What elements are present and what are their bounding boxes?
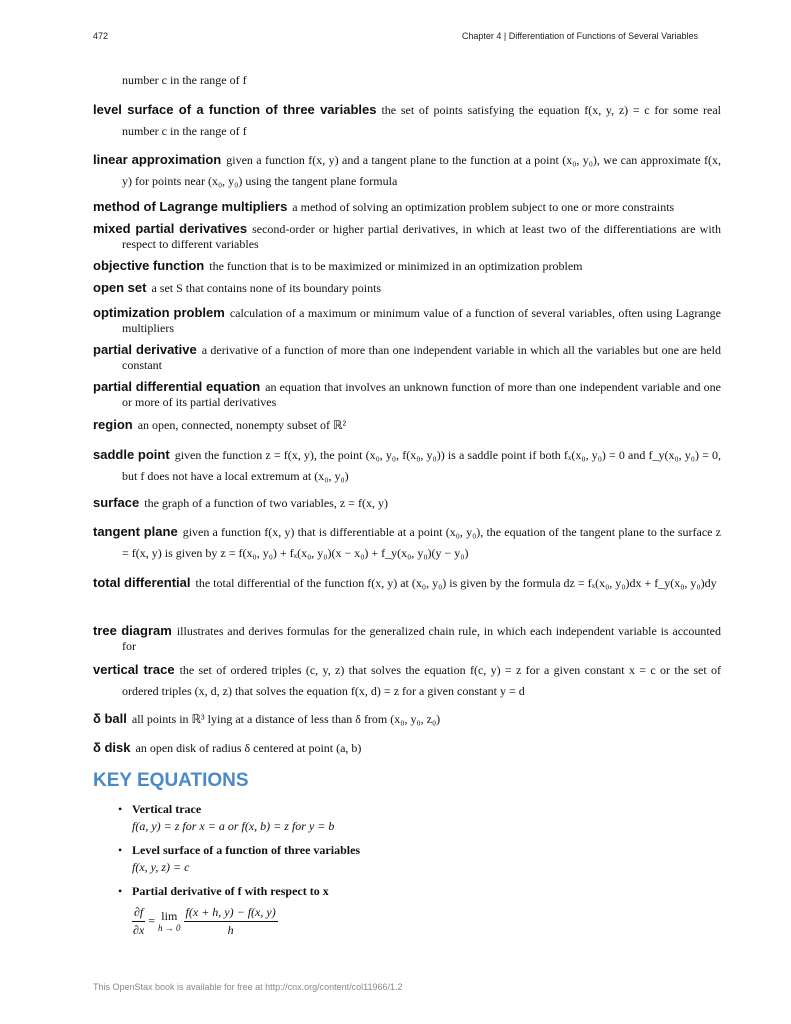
- glossary-definition: the graph of a function of two variables, z = f(x, y): [144, 496, 388, 510]
- glossary-definition: a method of solving an optimization problem subject to one or more constraints: [292, 200, 675, 214]
- rhs-numerator: f(x + h, y) − f(x, y): [184, 904, 278, 922]
- glossary-entry: [93, 258, 721, 274]
- glossary-entry: [93, 417, 721, 433]
- page-number: 472: [93, 31, 109, 41]
- glossary-term: surface: [93, 495, 140, 510]
- glossary-definition: calculation of a maximum or minimum value of a function of several variables, often using Lagrange multipliers: [122, 306, 722, 335]
- glossary-term: vertical trace: [93, 662, 175, 677]
- equation-label: Vertical trace: [132, 802, 202, 816]
- glossary-entry: [93, 495, 721, 511]
- glossary-definition: a derivative of a function of more than one independent variable in which all the variables but one are held constant: [122, 343, 722, 372]
- rhs-denominator: h: [227, 923, 234, 937]
- glossary-entry: [93, 305, 721, 336]
- glossary-entry: [93, 280, 721, 296]
- key-equations-heading: KEY EQUATIONS: [93, 770, 249, 791]
- equation-label: Level surface of a function of three variables: [132, 843, 361, 857]
- glossary-entry: [93, 342, 721, 373]
- glossary-definition: the function that is to be maximized or minimized in an optimization problem: [209, 259, 583, 273]
- glossary-term: linear approximation: [93, 152, 222, 167]
- glossary-definition: the set of points satisfying the equation f(x, y, z) = c for some real number c in the range of f: [122, 103, 721, 138]
- limit-label: lim: [161, 908, 178, 923]
- glossary-entry: [93, 573, 721, 594]
- glossary-definition: illustrates and derives formulas for the generalized chain rule, in which each independent variable is accounted for: [122, 624, 721, 653]
- equation-formula: f(a, y) = z for x = a or f(x, b) = z for y = b: [132, 819, 335, 833]
- glossary-definition: given a function f(x, y) that is differentiable at a point (x₀, y₀), the equation of the tangent plane to the surface z = f(x, y) is given by z = f(x₀, y₀) + fₓ(x₀, y₀)(x − x₀) + f_y(x₀, y₀)(y − y₀): [122, 525, 722, 560]
- glossary-term: tree diagram: [93, 623, 172, 638]
- glossary-term: level surface of a function of three variables: [93, 102, 377, 117]
- glossary-definition: a set S that contains none of its boundary points: [151, 281, 382, 295]
- glossary-term: mixed partial derivatives: [93, 221, 248, 236]
- equation-formula: f(x, y, z) = c: [132, 860, 190, 874]
- glossary-definition: given the function z = f(x, y), the point (x₀, y₀, f(x₀, y₀)) is a saddle point if both fₓ(x₀, y₀) = 0 and f_y(x₀, y₀) = 0, but f does not have a local extremum at (x₀, y₀): [122, 448, 722, 483]
- glossary-entry: [93, 740, 721, 756]
- glossary-entry: [93, 199, 721, 215]
- lhs-numerator: ∂f: [132, 904, 145, 922]
- lhs-denominator: ∂x: [133, 923, 145, 937]
- glossary-definition: an open, connected, nonempty subset of ℝ²: [137, 418, 347, 432]
- glossary-definition: an equation that involves an unknown function of more than one independent variable and one or more of its partial derivatives: [122, 380, 721, 409]
- glossary-term: saddle point: [93, 447, 170, 462]
- equation-formula: [132, 904, 329, 939]
- glossary-term: optimization problem: [93, 305, 225, 320]
- glossary-definition: given a function f(x, y) and a tangent plane to the function at a point (x₀, y₀), we can approximate f(x, y) for points near (x₀, y₀) using the tangent plane formula: [122, 153, 721, 188]
- glossary-entry: [93, 711, 721, 727]
- glossary-term: δ ball: [93, 711, 127, 726]
- key-equation-vertical-trace: • Vertical trace f(a, y) = z for x = a or f(x, b) = z for y = b: [118, 802, 335, 833]
- glossary-definition: all points in ℝ³ lying at a distance of less than δ from (x₀, y₀, z₀): [131, 712, 441, 726]
- glossary-entry: [93, 221, 721, 252]
- glossary-entry: [93, 100, 721, 142]
- glossary-term: objective function: [93, 258, 205, 273]
- glossary-entry: [93, 445, 721, 487]
- glossary-entry: [93, 150, 721, 192]
- glossary-definition: number c in the range of f: [122, 73, 247, 87]
- key-equation-partial-derivative: • Partial derivative of f with respect to x $\frac{\partial f}{\partial x}$ = lim h → 0 $\frac{f(x + h, y) - f(x, y)}{h}$: [118, 884, 329, 937]
- equation-label: Partial derivative of f with respect to x: [132, 884, 329, 898]
- glossary-term: partial differential equation: [93, 379, 261, 394]
- glossary-term: δ disk: [93, 740, 131, 755]
- glossary-definition: the total differential of the function f(x, y) at (x₀, y₀) is given by the formula dz = fₓ(x₀, y₀)dx + f_y(x₀, y₀)dy: [195, 576, 717, 590]
- glossary-definition: second-order or higher partial derivatives, in which at least two of the differentiations are with respect to different variables: [122, 222, 721, 251]
- glossary-entry: [93, 73, 721, 88]
- chapter-title: Chapter 4 | Differentiation of Functions of Several Variables: [461, 31, 698, 41]
- equals-sign: =: [148, 913, 156, 928]
- footer-note: This OpenStax book is available for free at http://cnx.org/content/col11966/1.2: [93, 982, 403, 992]
- glossary-term: method of Lagrange multipliers: [93, 199, 288, 214]
- glossary-entry: [93, 623, 721, 654]
- glossary-term: tangent plane: [93, 524, 178, 539]
- glossary-term: open set: [93, 280, 147, 295]
- glossary-entry: [93, 522, 721, 564]
- glossary-term: partial derivative: [93, 342, 197, 357]
- glossary-entry: [93, 660, 721, 702]
- glossary-definition: an open disk of radius δ centered at point (a, b): [135, 741, 362, 755]
- glossary-definition: the set of ordered triples (c, y, z) that solves the equation f(c, y) = z for a given constant x = c or the set of ordered triples (x, d, z) that solves the equation f(x, d) = z for a given constant y = d: [122, 663, 721, 698]
- key-equation-level-surface: • Level surface of a function of three variables f(x, y, z) = c: [118, 843, 361, 874]
- limit-subscript: h → 0: [158, 922, 181, 933]
- glossary-term: region: [93, 417, 133, 432]
- glossary-term: total differential: [93, 575, 191, 590]
- glossary-entry: [93, 379, 721, 410]
